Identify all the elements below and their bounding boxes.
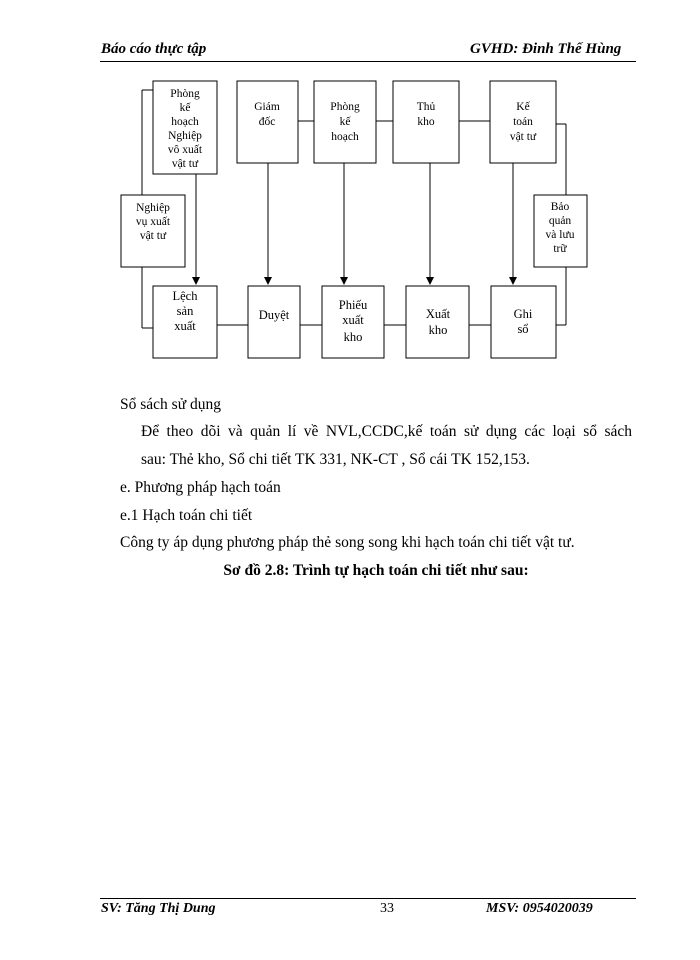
svg-text:vô xuất	[168, 143, 203, 156]
sr-l0: Bảo	[550, 201, 570, 213]
tb3-l1: kế	[339, 116, 351, 128]
footer-rule	[100, 898, 636, 899]
bb3-l1: xuất	[342, 313, 364, 327]
tb3-l0: Phòng	[330, 101, 360, 113]
svg-text:xuất	[342, 313, 364, 327]
bb3-l2: kho	[343, 330, 363, 344]
heading-so-sach: Sổ sách sử dụng	[120, 396, 221, 413]
svg-text:Kế	[516, 100, 530, 113]
tb1-l4: vô xuất	[167, 144, 203, 156]
bb4-l0: Xuất	[425, 307, 451, 321]
sl-l2: vật tư	[139, 230, 167, 242]
tb1-l1: kế	[179, 102, 191, 114]
svg-text:Xuất	[426, 307, 451, 321]
tb5-l0: Kế	[516, 101, 530, 113]
para2: Công ty áp dụng phương pháp thẻ song song khi hạch toán chi tiết vật tư.	[120, 534, 575, 551]
heading-hach-toan: e.1 Hạch toán chi tiết	[120, 507, 253, 524]
header-right: GVHD: Đinh Thế Hùng	[470, 41, 622, 57]
sr-l2: và lưu	[545, 229, 575, 241]
svg-text:quản	[549, 215, 572, 227]
svg-text:kho	[429, 323, 448, 337]
sr-l1: quản	[548, 215, 572, 227]
tb5-l2: vật tư	[509, 131, 537, 143]
header-left: Báo cáo thực tập	[101, 41, 207, 57]
svg-text:Bảo	[551, 201, 570, 213]
bb2-l0: Duyệt	[258, 308, 290, 322]
svg-text:kho	[417, 116, 435, 128]
tb3-l2: hoạch	[331, 131, 359, 143]
bb1-l1: sản	[176, 304, 194, 318]
bb4-l1: kho	[428, 323, 448, 337]
tb4-l0: Thủ	[416, 101, 436, 113]
tb1-l5: vật tư	[171, 158, 199, 170]
svg-text:hoạch	[171, 116, 199, 128]
bb3-l0: Phiếu	[338, 298, 368, 312]
svg-text:kho	[344, 330, 363, 344]
svg-text:sổ	[517, 322, 528, 336]
tb1-l3: Nghiệp	[168, 130, 202, 142]
tb2-l0: Giám	[254, 101, 280, 113]
tb5-l1: toán	[513, 116, 533, 128]
svg-text:kế	[340, 115, 352, 128]
svg-text:và lưu	[546, 229, 575, 241]
tb2-l1: đốc	[258, 116, 276, 128]
para1-line2: sau: Thẻ kho, Sổ chi tiết TK 331, NK-CT , Sổ cái TK 152,153.	[141, 451, 530, 468]
footer-left: SV: Tăng Thị Dung	[101, 901, 216, 916]
footer-right: MSV: 0954020039	[486, 901, 593, 916]
bottom-box-4	[406, 286, 469, 358]
bb1-l0: Lệch	[172, 289, 198, 303]
bb5-l1: sổ	[517, 322, 529, 336]
svg-text:trữ	[553, 243, 567, 255]
svg-text:vật tư	[172, 158, 199, 170]
svg-text:kế	[180, 101, 192, 114]
svg-text:Thủ	[417, 101, 436, 113]
tb4-l1: kho	[417, 116, 435, 128]
svg-text:Ghi	[514, 307, 533, 321]
svg-text:hoạch	[331, 131, 359, 143]
svg-text:Phòng	[330, 101, 360, 113]
sl-l1: vụ xuất	[135, 216, 171, 228]
bb1-l2: xuất	[174, 319, 196, 333]
svg-text:Nghiệp	[136, 202, 170, 214]
svg-text:vật tư	[510, 131, 537, 143]
tb1-l0: Phòng	[170, 88, 200, 100]
svg-text:toán	[513, 116, 533, 128]
sr-l3: trữ	[553, 243, 567, 255]
svg-text:Phòng	[170, 88, 200, 100]
svg-text:Duyệt	[259, 308, 290, 322]
svg-text:vật tư	[140, 230, 167, 242]
down-arrows	[196, 163, 513, 284]
bottom-box-2	[248, 286, 300, 358]
svg-text:Phiếu	[339, 298, 368, 312]
sl-l0: Nghiệp	[136, 202, 170, 214]
heading-phuong-phap: e. Phương pháp hạch toán	[120, 479, 281, 496]
svg-text:sản	[177, 304, 194, 318]
svg-text:đốc	[259, 115, 276, 128]
diagram-caption: Sơ đồ 2.8: Trình tự hạch toán chi tiết như sau:	[223, 562, 529, 579]
page-number: 33	[380, 901, 394, 916]
svg-text:xuất	[174, 319, 196, 333]
svg-text:Lệch	[173, 289, 199, 303]
svg-text:Nghiệp	[168, 130, 202, 142]
svg-text:Giám	[254, 101, 280, 113]
bb5-l0: Ghi	[513, 307, 533, 321]
svg-text:vụ xuất	[136, 215, 171, 228]
tb1-l2: hoạch	[171, 116, 199, 128]
bottom-labels	[173, 289, 533, 344]
para1-line1: Để theo dõi và quản lí về NVL,CCDC,kế toán sử dụng các loại sổ sách	[141, 423, 632, 440]
